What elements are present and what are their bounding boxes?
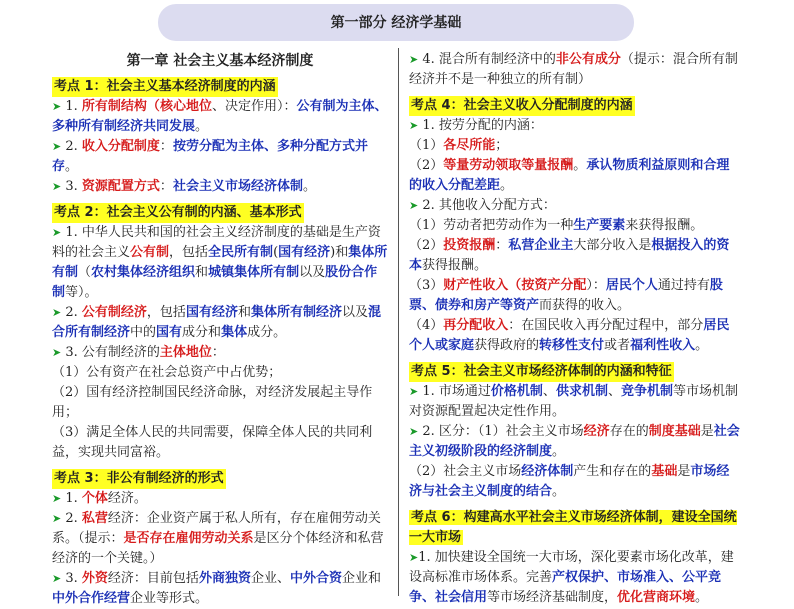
point-item: ➤ 1. 中华人民共和国的社会主义经济制度的基础是生产资料的社会主义公有制，包括全民所有制(国有经济)和集体所有制（农村集体经济组织和城镇集体所有制以及股份合作制等）。 bbox=[52, 225, 388, 300]
sub-item: （2）国有经济控制国民经济命脉，对经济发展起主导作用； bbox=[52, 385, 373, 420]
arrow-icon: ➤ bbox=[409, 119, 419, 132]
sub-item: （1）各尽所能； bbox=[409, 138, 509, 153]
arrow-icon: ➤ bbox=[52, 180, 62, 193]
sub-item: （1）公有资产在社会总资产中占优势； bbox=[52, 365, 282, 380]
point-item: ➤1. 加快建设全国统一大市场，深化要素市场化改革，建设高标准市场体系。完善产权保护、市场准入、公平竞争、社会信用等市场经济基础制度，优化营商环境。 bbox=[409, 550, 734, 605]
point-item: ➤ 3. 外资经济：目前包括外商独资企业、中外合资企业和中外合作经营企业等形式。 bbox=[52, 571, 381, 606]
sub-item: （4）再分配收入：在国民收入再分配过程中，部分居民个人或家庭获得政府的转移性支付或者福利性收入。 bbox=[409, 318, 730, 353]
kaodian-4 bbox=[409, 96, 741, 356]
kaodian-heading: 考点 5：社会主义市场经济体制的内涵和特征 bbox=[409, 362, 674, 382]
arrow-icon: ➤ bbox=[52, 512, 62, 525]
arrow-icon: ➤ bbox=[52, 100, 62, 113]
arrow-icon: ➤ bbox=[409, 199, 419, 212]
kaodian-heading: 考点 2：社会主义公有制的内涵、基本形式 bbox=[52, 203, 304, 223]
arrow-icon: ➤ bbox=[52, 346, 62, 359]
sub-item: （2）社会主义市场经济体制产生和存在的基础是市场经济与社会主义制度的结合。 bbox=[409, 464, 730, 499]
kaodian-3 bbox=[52, 469, 388, 609]
right-column bbox=[409, 50, 741, 608]
left-column bbox=[52, 50, 388, 609]
point-item: ➤ 2. 区分：（1）社会主义市场经济存在的制度基础是社会主义初级阶段的经济制度。 bbox=[409, 424, 740, 459]
sub-item: （1）劳动者把劳动作为一种生产要素来获得报酬。 bbox=[409, 218, 704, 233]
kaodian-heading: 考点 3：非公有制经济的形式 bbox=[52, 469, 226, 489]
arrow-icon: ➤ bbox=[52, 140, 62, 153]
kaodian-heading-wrap bbox=[409, 508, 741, 548]
arrow-icon: ➤ bbox=[52, 226, 62, 239]
kaodian-heading: 考点 4：社会主义收入分配制度的内涵 bbox=[409, 96, 635, 116]
point-item: ➤ 2. 收入分配制度：按劳分配为主体、多种分配方式并存。 bbox=[52, 139, 368, 174]
kaodian-5 bbox=[409, 362, 741, 502]
sub-item: （3）满足全体人民的共同需要，保障全体人民的共同利益，实现共同富裕。 bbox=[52, 425, 373, 460]
point-item: ➤ 4. 混合所有制经济中的非公有成分（提示：混合所有制经济并不是一种独立的所有制） bbox=[409, 52, 738, 87]
chapter-title: 第一章 社会主义基本经济制度 bbox=[126, 53, 314, 69]
point-item: ➤ 1. 按劳分配的内涵： bbox=[409, 118, 543, 133]
kaodian-2 bbox=[52, 203, 388, 463]
point-item: ➤ 3. 公有制经济的主体地位： bbox=[52, 345, 225, 360]
arrow-icon: ➤ bbox=[52, 492, 62, 505]
point-item: ➤ 3. 资源配置方式：社会主义市场经济体制。 bbox=[52, 179, 316, 194]
point-item: ➤ 1. 个体经济。 bbox=[52, 491, 147, 506]
section-banner bbox=[158, 4, 634, 41]
arrow-icon: ➤ bbox=[409, 385, 419, 398]
arrow-icon: ➤ bbox=[52, 572, 62, 585]
section-title: 第一部分 经济学基础 bbox=[330, 14, 462, 31]
point-item: ➤ 2. 其他收入分配方式： bbox=[409, 198, 556, 213]
sub-item: （2）投资报酬：私营企业主大部分收入是根据投入的资本获得报酬。 bbox=[409, 238, 730, 273]
kaodian-heading: 考点 1：社会主义基本经济制度的内涵 bbox=[52, 77, 278, 97]
arrow-icon: ➤ bbox=[409, 425, 419, 438]
kaodian-heading: 考点 6：构建高水平社会主义市场经济体制，建设全国统一大市场 bbox=[409, 510, 737, 545]
point-item: ➤ 2. 私营经济：企业资产属于私人所有，存在雇佣劳动关系。（提示：是否存在雇佣劳动关系是区分个体经济和私营经济的一个关键。） bbox=[52, 511, 384, 566]
arrow-icon: ➤ bbox=[409, 551, 419, 564]
sub-item: （2）等量劳动领取等量报酬。承认物质利益原则和合理的收入分配差距。 bbox=[409, 158, 730, 193]
sub-item: （3）财产性收入（按资产分配）：居民个人通过持有股票、债券和房产等资产而获得的收入。 bbox=[409, 278, 723, 313]
arrow-icon: ➤ bbox=[52, 306, 62, 319]
point-item: ➤ 1. 市场通过价格机制、供求机制、竞争机制等市场机制对资源配置起决定性作用。 bbox=[409, 384, 738, 419]
arrow-icon: ➤ bbox=[409, 53, 419, 66]
kaodian-6 bbox=[409, 508, 741, 608]
point-item: ➤ 2. 公有制经济，包括国有经济和集体所有制经济以及混合所有制经济中的国有成分和集体成分。 bbox=[52, 305, 382, 340]
point-item: ➤ 1. 所有制结构（核心地位、决定作用）：公有制为主体、多种所有制经济共同发展。 bbox=[52, 99, 388, 134]
column-divider bbox=[398, 48, 399, 596]
kaodian-1 bbox=[52, 77, 388, 197]
